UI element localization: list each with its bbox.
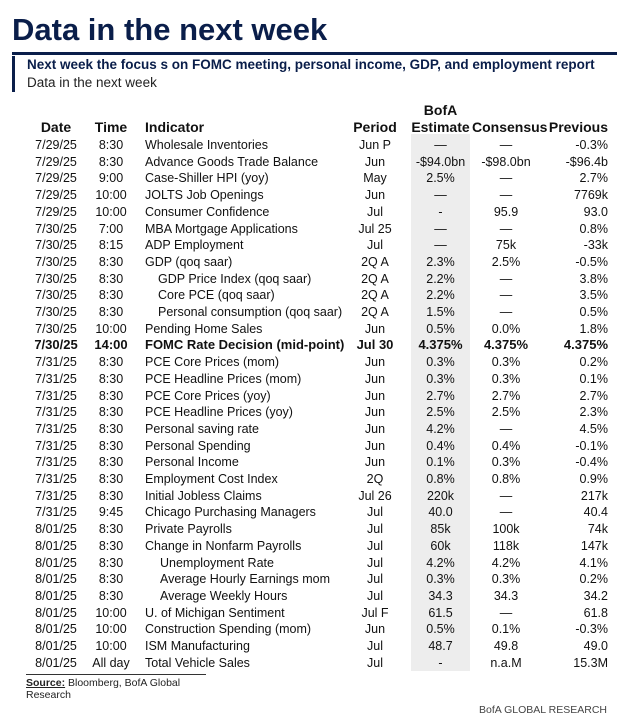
- cell-date: 7/31/25: [35, 371, 77, 386]
- cell-date: 7/31/25: [35, 438, 77, 453]
- cell-indicator: Total Vehicle Sales: [145, 655, 250, 670]
- cell-period: Jun P: [359, 138, 391, 152]
- cell-period: Jun: [364, 371, 386, 386]
- table-row: [0, 304, 629, 321]
- subtitle: Next week the focus s on FOMC meeting, personal income, GDP, and employment report: [27, 57, 595, 72]
- table-row: [0, 521, 629, 538]
- cell-indicator: Chicago Purchasing Managers: [145, 505, 316, 520]
- cell-time: 10:00: [95, 622, 127, 637]
- cell-time: 8:30: [98, 388, 124, 403]
- cell-previous: 61.8: [583, 605, 608, 620]
- table-row: [0, 638, 629, 655]
- cell-indicator: Advance Goods Trade Balance: [145, 154, 319, 169]
- cell-consensus: 2.7%: [491, 388, 521, 403]
- cell-date: 7/30/25: [35, 321, 77, 336]
- cell-bofa-estimate: 0.3%: [426, 371, 455, 386]
- cell-period: 2Q: [366, 472, 384, 486]
- cell-consensus: 0.3%: [491, 355, 521, 370]
- cell-time: 7:00: [98, 221, 124, 236]
- cell-bofa-estimate: 0.5%: [426, 622, 455, 637]
- cell-time: 10:00: [95, 639, 127, 653]
- cell-period: Jul 25: [358, 221, 392, 236]
- page-title: Data in the next week: [12, 10, 617, 55]
- cell-period: Jun: [364, 188, 386, 203]
- cell-indicator: ADP Employment: [145, 238, 244, 253]
- cell-date: 7/29/25: [35, 171, 77, 186]
- cell-date: 7/30/25: [35, 221, 77, 236]
- table-row: [0, 504, 629, 521]
- cell-bofa-estimate: 2.3%: [426, 254, 455, 269]
- cell-date: 7/29/25: [35, 188, 77, 203]
- cell-time: 8:30: [98, 522, 124, 537]
- cell-previous: -0.3%: [575, 622, 608, 637]
- cell-previous: 74k: [587, 522, 608, 537]
- cell-date: 7/30/25: [34, 337, 78, 353]
- cell-consensus: 0.8%: [491, 472, 521, 486]
- cell-time: 9:45: [98, 505, 124, 520]
- cell-previous: 34.2: [583, 588, 608, 603]
- cell-indicator: Personal Income: [145, 455, 239, 470]
- cell-previous: 2.7%: [579, 171, 608, 186]
- cell-time: 9:00: [98, 171, 124, 186]
- table-row: [0, 170, 629, 187]
- table-row: [0, 337, 629, 354]
- cell-bofa-estimate: 4.2%: [426, 555, 455, 570]
- cell-bofa-estimate: 85k: [430, 522, 451, 537]
- cell-time: 8:30: [98, 371, 124, 386]
- cell-bofa-estimate: —: [434, 238, 447, 253]
- cell-date: 7/31/25: [35, 421, 77, 436]
- table-header: [0, 102, 629, 136]
- cell-indicator: Consumer Confidence: [145, 204, 270, 219]
- table-row: [0, 588, 629, 605]
- col-header-indicator: Indicator: [145, 119, 205, 135]
- cell-period: May: [363, 171, 387, 186]
- cell-indicator: Personal Spending: [145, 438, 251, 453]
- table-row: [0, 187, 629, 204]
- cell-indicator: GDP (qoq saar): [145, 254, 233, 269]
- cell-previous: 7769k: [573, 188, 608, 203]
- cell-time: 8:30: [98, 154, 124, 169]
- cell-date: 8/01/25: [35, 538, 77, 553]
- cell-bofa-estimate: -: [438, 204, 443, 219]
- cell-date: 7/29/25: [35, 204, 77, 219]
- cell-indicator: MBA Mortgage Applications: [145, 221, 298, 236]
- cell-time: 8:30: [98, 305, 124, 319]
- cell-previous: 0.5%: [579, 305, 608, 319]
- col-header-period: Period: [353, 119, 397, 135]
- cell-bofa-estimate: 0.5%: [426, 321, 455, 336]
- cell-previous: 0.9%: [579, 472, 608, 486]
- cell-indicator: FOMC Rate Decision (mid-point): [145, 337, 345, 353]
- table-row: [0, 221, 629, 238]
- cell-previous: 3.5%: [579, 288, 608, 303]
- table-row: [0, 421, 629, 438]
- cell-period: 2Q A: [361, 254, 389, 269]
- cell-date: 8/01/25: [35, 522, 77, 537]
- cell-indicator: PCE Headline Prices (yoy): [145, 405, 293, 420]
- cell-period: Jun: [364, 388, 386, 403]
- cell-consensus: 0.0%: [491, 321, 521, 336]
- cell-bofa-estimate: 2.5%: [426, 405, 455, 420]
- table-row: [0, 471, 629, 488]
- cell-period: Jul 26: [358, 488, 392, 503]
- cell-bofa-estimate: 0.8%: [426, 472, 455, 486]
- table-row: [0, 137, 629, 154]
- cell-date: 7/30/25: [35, 288, 77, 303]
- col-header-previous: Previous: [548, 119, 608, 135]
- cell-period: Jun: [364, 455, 386, 470]
- cell-date: 7/30/25: [35, 238, 77, 253]
- cell-bofa-estimate: 0.3%: [426, 572, 455, 587]
- cell-consensus: —: [499, 171, 513, 186]
- cell-bofa-estimate: 61.5: [428, 605, 453, 620]
- cell-bofa-estimate: 2.2%: [426, 271, 455, 286]
- cell-period: Jun: [364, 405, 386, 420]
- cell-period: Jun: [364, 438, 386, 453]
- table-row: [0, 404, 629, 421]
- cell-date: 8/01/25: [35, 588, 77, 603]
- cell-time: 8:30: [98, 138, 124, 152]
- cell-previous: 93.0: [583, 204, 608, 219]
- cell-indicator: U. of Michigan Sentiment: [145, 605, 285, 620]
- cell-consensus: n.a.M: [490, 655, 522, 670]
- cell-indicator: GDP Price Index (qoq saar): [158, 271, 312, 286]
- cell-time: 8:30: [98, 555, 124, 570]
- cell-time: 10:00: [95, 321, 127, 336]
- cell-time: 8:30: [98, 588, 124, 603]
- cell-time: All day: [92, 655, 130, 670]
- cell-date: 7/31/25: [35, 388, 77, 403]
- cell-indicator: ISM Manufacturing: [145, 639, 250, 653]
- cell-indicator: Average Hourly Earnings mom: [160, 572, 330, 587]
- col-header-consensus: Consensus: [472, 119, 548, 135]
- table-row: [0, 438, 629, 455]
- cell-consensus: 118k: [492, 538, 520, 553]
- cell-consensus: —: [499, 488, 513, 503]
- cell-previous: 0.2%: [579, 355, 608, 370]
- cell-date: 7/31/25: [35, 488, 77, 503]
- cell-period: Jun: [364, 321, 386, 336]
- cell-indicator: Case-Shiller HPI (yoy): [145, 171, 269, 186]
- cell-time: 8:30: [98, 455, 124, 470]
- table-row: [0, 271, 629, 288]
- cell-period: Jun: [364, 421, 386, 436]
- cell-date: 8/01/25: [35, 622, 77, 637]
- footer-brand: BofA GLOBAL RESEARCH: [479, 704, 607, 716]
- cell-period: Jul: [367, 522, 383, 537]
- table-row: [0, 371, 629, 388]
- table-row: [0, 655, 629, 672]
- cell-date: 8/01/25: [35, 572, 77, 587]
- cell-previous: 1.8%: [579, 321, 608, 336]
- cell-date: 7/31/25: [35, 472, 77, 486]
- cell-period: Jun: [364, 154, 386, 169]
- cell-previous: 15.3M: [573, 655, 608, 670]
- cell-consensus: —: [499, 221, 513, 236]
- cell-date: 7/29/25: [35, 154, 77, 169]
- cell-previous: -0.5%: [575, 254, 608, 269]
- cell-consensus: —: [499, 605, 513, 620]
- table-row: [0, 254, 629, 271]
- cell-period: Jul: [367, 238, 383, 253]
- cell-previous: 0.8%: [579, 221, 608, 236]
- cell-time: 8:30: [98, 421, 124, 436]
- cell-previous: 4.5%: [579, 421, 608, 436]
- cell-consensus: —: [499, 271, 513, 286]
- cell-bofa-estimate: 4.2%: [426, 421, 455, 436]
- cell-bofa-estimate: 0.4%: [426, 438, 455, 453]
- table-row: [0, 287, 629, 304]
- cell-period: Jul: [367, 505, 383, 520]
- cell-bofa-estimate: —: [434, 138, 447, 152]
- cell-consensus: 0.1%: [491, 622, 521, 637]
- cell-date: 8/01/25: [35, 655, 77, 670]
- cell-consensus: 0.3%: [491, 572, 521, 587]
- cell-bofa-estimate: 1.5%: [426, 305, 455, 319]
- cell-previous: -33k: [583, 238, 608, 253]
- table-row: [0, 204, 629, 221]
- cell-period: Jul: [367, 204, 383, 219]
- cell-consensus: —: [499, 288, 513, 303]
- cell-time: 8:30: [98, 271, 124, 286]
- cell-indicator: Pending Home Sales: [145, 321, 263, 336]
- cell-consensus: 0.3%: [491, 371, 521, 386]
- cell-period: 2Q A: [361, 305, 389, 319]
- cell-time: 10:00: [95, 605, 127, 620]
- cell-previous: 3.8%: [579, 271, 608, 286]
- subheading-block: [12, 56, 595, 92]
- table-row: [0, 571, 629, 588]
- cell-bofa-estimate: 34.3: [428, 588, 453, 603]
- cell-period: Jul F: [361, 605, 389, 620]
- cell-bofa-estimate: 2.7%: [426, 388, 455, 403]
- cell-indicator: Personal consumption (qoq saar): [158, 305, 343, 319]
- cell-consensus: —: [499, 305, 513, 319]
- cell-indicator: PCE Core Prices (yoy): [145, 388, 271, 403]
- cell-time: 8:30: [98, 288, 124, 303]
- cell-previous: 4.375%: [563, 337, 608, 353]
- cell-time: 8:30: [98, 355, 124, 370]
- cell-consensus: 100k: [492, 522, 520, 537]
- cell-previous: 2.3%: [579, 405, 608, 420]
- cell-previous: 217k: [580, 488, 608, 503]
- cell-consensus: 0.4%: [491, 438, 521, 453]
- cell-time: 8:30: [98, 538, 124, 553]
- cell-consensus: 2.5%: [491, 254, 521, 269]
- cell-time: 8:30: [98, 488, 124, 503]
- cell-date: 8/01/25: [35, 605, 77, 620]
- cell-time: 8:30: [98, 438, 124, 453]
- cell-consensus: —: [499, 505, 513, 520]
- cell-bofa-estimate: 220k: [426, 488, 455, 503]
- table-row: [0, 621, 629, 638]
- cell-period: Jul: [367, 538, 383, 553]
- cell-date: 8/01/25: [35, 639, 77, 653]
- cell-indicator: Employment Cost Index: [145, 472, 278, 486]
- col-header-estimate: Estimate: [411, 119, 470, 135]
- cell-indicator: Construction Spending (mom): [145, 622, 312, 637]
- cell-consensus: —: [499, 421, 513, 436]
- cell-previous: 0.1%: [579, 371, 608, 386]
- source-text: Bloomberg, BofA Global Research: [26, 677, 181, 701]
- cell-date: 7/31/25: [35, 355, 77, 370]
- cell-date: 8/01/25: [35, 555, 77, 570]
- cell-bofa-estimate: —: [434, 221, 447, 236]
- cell-consensus: —: [499, 138, 513, 152]
- table-row: [0, 154, 629, 171]
- cell-time: 8:30: [98, 572, 124, 587]
- cell-date: 7/29/25: [35, 138, 77, 152]
- table-row: [0, 555, 629, 572]
- table-row: [0, 354, 629, 371]
- cell-bofa-estimate: 4.375%: [418, 337, 463, 353]
- cell-indicator: Private Payrolls: [145, 522, 232, 537]
- table-row: [0, 538, 629, 555]
- cell-period: Jul: [367, 572, 383, 587]
- cell-bofa-estimate: —: [434, 188, 447, 203]
- cell-consensus: 2.5%: [491, 405, 521, 420]
- cell-period: Jul: [367, 555, 383, 570]
- cell-indicator: JOLTS Job Openings: [145, 188, 264, 203]
- cell-bofa-estimate: 0.1%: [426, 455, 455, 470]
- table-row: [0, 605, 629, 622]
- col-header-date: Date: [40, 119, 72, 135]
- cell-period: Jul: [367, 639, 383, 653]
- col-header-time: Time: [94, 119, 128, 135]
- cell-indicator: Average Weekly Hours: [160, 588, 288, 603]
- cell-consensus: 49.8: [493, 639, 519, 653]
- cell-previous: -0.4%: [575, 455, 608, 470]
- cell-consensus: -$98.0bn: [481, 154, 531, 169]
- cell-date: 7/30/25: [35, 254, 77, 269]
- cell-bofa-estimate: 0.3%: [426, 355, 455, 370]
- cell-consensus: 4.375%: [483, 337, 529, 353]
- table-row: [0, 237, 629, 254]
- cell-previous: 147k: [580, 538, 608, 553]
- cell-period: 2Q A: [361, 271, 389, 286]
- cell-previous: 2.7%: [579, 388, 608, 403]
- cell-previous: -0.1%: [575, 438, 608, 453]
- table-row: [0, 321, 629, 338]
- cell-previous: -$96.4b: [565, 154, 608, 169]
- cell-indicator: PCE Core Prices (mom): [145, 355, 280, 370]
- cell-bofa-estimate: 40.0: [428, 505, 453, 520]
- table-caption: Data in the next week: [27, 75, 157, 90]
- cell-date: 7/30/25: [35, 271, 77, 286]
- cell-previous: 49.0: [583, 639, 608, 653]
- source-label: Source:: [26, 677, 66, 689]
- cell-bofa-estimate: -: [438, 655, 443, 670]
- cell-consensus: 75k: [495, 238, 517, 253]
- cell-indicator: Wholesale Inventories: [145, 138, 268, 152]
- cell-time: 8:30: [98, 472, 124, 486]
- cell-period: Jul 30: [356, 337, 394, 353]
- cell-period: Jun: [364, 355, 386, 370]
- cell-period: 2Q A: [361, 288, 389, 303]
- cell-consensus: 34.3: [493, 588, 519, 603]
- cell-previous: 40.4: [583, 505, 608, 520]
- cell-period: Jun: [364, 622, 386, 637]
- cell-consensus: 4.2%: [491, 555, 521, 570]
- cell-period: Jul: [367, 655, 383, 670]
- cell-time: 8:30: [98, 405, 124, 420]
- cell-indicator: PCE Headline Prices (mom): [145, 371, 302, 386]
- col-header-bofa: BofA: [423, 102, 458, 118]
- cell-period: Jul: [367, 588, 383, 603]
- cell-bofa-estimate: 2.2%: [426, 288, 455, 303]
- table-row: [0, 488, 629, 505]
- cell-indicator: Personal saving rate: [145, 421, 259, 436]
- cell-bofa-estimate: 2.5%: [426, 171, 455, 186]
- cell-indicator: Unemployment Rate: [160, 555, 274, 570]
- table-row: [0, 388, 629, 405]
- cell-previous: 4.1%: [579, 555, 608, 570]
- cell-date: 7/31/25: [35, 405, 77, 420]
- cell-time: 8:15: [98, 238, 124, 253]
- table-row: [0, 454, 629, 471]
- cell-date: 7/31/25: [35, 505, 77, 520]
- cell-consensus: 95.9: [493, 204, 519, 219]
- cell-consensus: —: [499, 188, 513, 203]
- cell-time: 10:00: [95, 188, 127, 203]
- cell-indicator: Initial Jobless Claims: [145, 488, 262, 503]
- cell-date: 7/31/25: [35, 455, 77, 470]
- cell-date: 7/30/25: [35, 305, 77, 319]
- cell-previous: -0.3%: [575, 138, 608, 152]
- cell-indicator: Change in Nonfarm Payrolls: [145, 538, 302, 553]
- cell-time: 10:00: [95, 204, 127, 219]
- cell-time: 8:30: [98, 254, 124, 269]
- cell-previous: 0.2%: [579, 572, 608, 587]
- cell-bofa-estimate: 48.7: [428, 639, 453, 653]
- cell-indicator: Core PCE (qoq saar): [158, 288, 275, 303]
- cell-bofa-estimate: -$94.0bn: [415, 154, 466, 169]
- cell-consensus: 0.3%: [491, 455, 521, 470]
- cell-time: 14:00: [94, 337, 128, 353]
- source-note: [26, 674, 206, 701]
- cell-bofa-estimate: 60k: [430, 538, 451, 553]
